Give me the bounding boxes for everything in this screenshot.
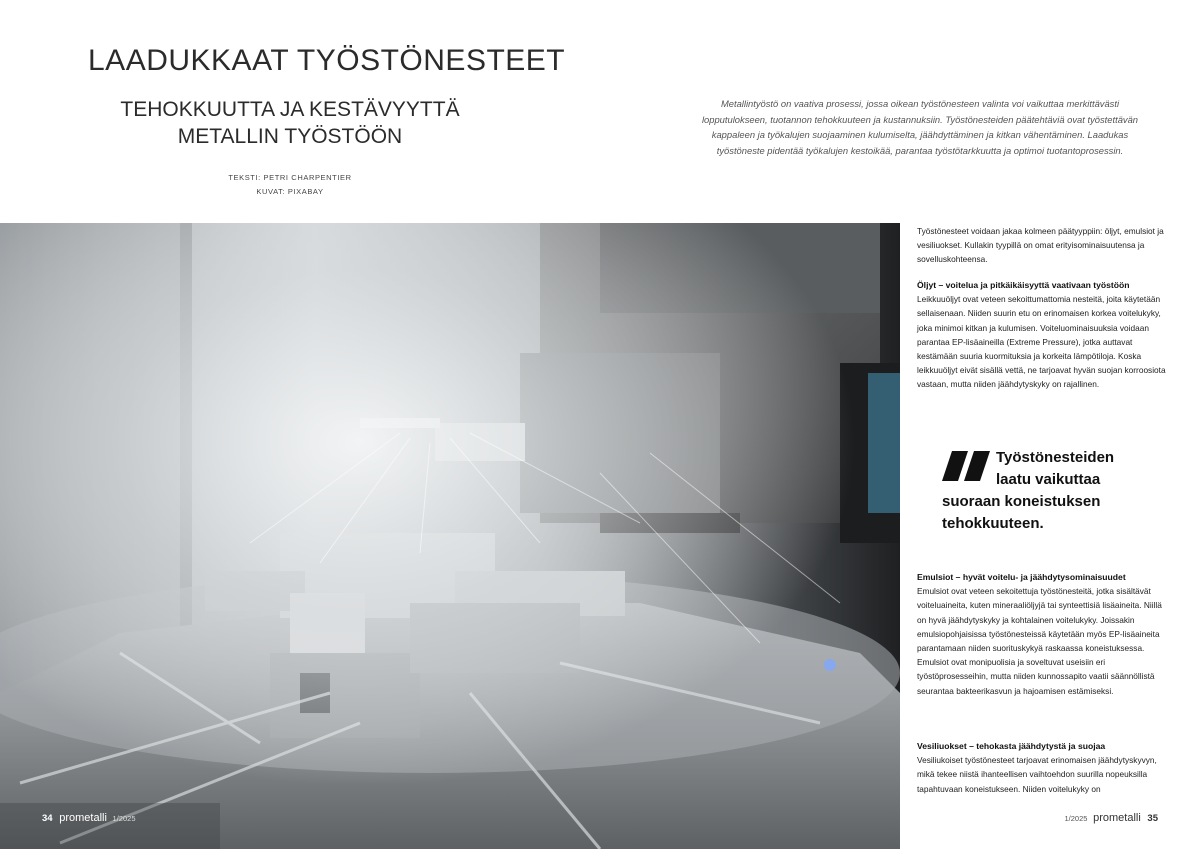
cnc-machine-coolant-spray-image bbox=[0, 223, 900, 849]
body-intro bbox=[917, 224, 1167, 267]
folio-left bbox=[42, 812, 136, 824]
section-heading: Öljyt – voitelua ja pitkäikäisyyttä vaativaan työstöön bbox=[917, 280, 1130, 290]
article-subtitle bbox=[110, 96, 470, 150]
article-title: LAADUKKAAT TYÖSTÖNESTEET bbox=[88, 44, 566, 77]
subtitle-line: TEHOKKUUTTA JA KESTÄVYYTTÄ bbox=[120, 98, 460, 121]
pull-quote bbox=[942, 447, 1142, 535]
magazine-name: prometalli bbox=[59, 812, 107, 824]
credit-text: TEKSTI: PETRI CHARPENTIER bbox=[228, 173, 352, 182]
magazine-name: prometalli bbox=[1093, 812, 1141, 824]
issue-number: 1/2025 bbox=[1064, 814, 1088, 823]
issue-number: 1/2025 bbox=[112, 814, 136, 823]
section-body: Vesiliukoiset työstönesteet tarjoavat erinomaisen jäähdytyskyvyn, mikä tekee niistä ihanteellisen vaihtoehdon suurilla nopeuksilla tapahtuvaan koneistukseen. Niiden voitelukyky on bbox=[917, 755, 1157, 794]
folio-right bbox=[1065, 812, 1159, 824]
intro-paragraph: Työstönesteet voidaan jakaa kolmeen päätyyppiin: öljyt, emulsiot ja vesiliuokset. Kullakin tyypillä on omat erityisominaisuutensa ja sovelluskohteensa. bbox=[917, 226, 1164, 265]
section-water-solutions bbox=[917, 740, 1167, 796]
page-number-right: 35 bbox=[1147, 813, 1158, 824]
subtitle-line: METALLIN TYÖSTÖÖN bbox=[177, 125, 403, 148]
page-number-left: 34 bbox=[42, 813, 53, 824]
section-heading: Emulsiot – hyvät voitelu- ja jäähdytysominaisuudet bbox=[917, 572, 1126, 582]
section-emulsions bbox=[917, 571, 1167, 698]
section-oils bbox=[917, 279, 1167, 392]
section-body: Leikkuuöljyt ovat veteen sekoittumattomia nesteitä, joita käytetään sellaisenaan. Niiden suurin etu on erinomaisen korkea voitelukyky, joka minimoi kitkan ja kulumisen. Voiteluominaisuuksia voidaan parantaa EP-lisäaineilla (Extreme Pressure), jotka auttavat kestämään suuria kuormituksia ja korkeita lämpötiloja. Koska leikkuuöljyt eivät sisällä vettä, ne tarjoavat hyvän suojan korroosiota vastaan, mutta niiden jäähdytyskyky on rajallinen. bbox=[917, 294, 1166, 390]
quote-line: laatu vaikuttaa bbox=[996, 471, 1101, 488]
quote-mark-icon bbox=[942, 451, 994, 481]
section-body: Emulsiot ovat veteen sekoitettuja työstönesteitä, jotka sisältävät voiteluaineita, kuten mineraaliöljyjä tai synteettisiä lisäaineita. Niillä on hyvä jäähdytyskyky ja kohtalainen voitelukyky. Joissakin emulsiopohjaisissa työstönesteissä käytetään myös EP-lisäaineita parantamaan niiden suorituskykyä raskaassa koneistuksessa. Emulsiot ovat monipuolisia ja soveltuvat useisiin eri työstöprosesseihin, mutta niiden kunnossapito vaatii säännöllistä seurantaa bakteerikasvun ja hajoamisen estämiseksi. bbox=[917, 586, 1162, 696]
article-credits bbox=[190, 171, 390, 199]
lead-paragraph: Metallintyöstö on vaativa prosessi, jossa oikean työstönesteen valinta voi vaikuttaa merkittävästi lopputulokseen, tuotannon tehokkuuteen ja kustannuksiin. Työstönesteiden päätehtäviä ovat työstettävän kappaleen ja työkalujen suojaaminen kulumiselta, jäähdyttäminen ja kitkan vähentäminen. Laadukas työstöneste pidentää työkalujen kestoikää, parantaa työstötarkkuutta ja optimoi tuotantoprosessin. bbox=[701, 98, 1139, 156]
credit-photos: KUVAT: PIXABAY bbox=[256, 187, 324, 196]
quote-line: suoraan koneistuksen bbox=[942, 493, 1101, 510]
quote-line: Työstönesteiden bbox=[996, 449, 1115, 466]
quote-line: tehokkuuteen. bbox=[942, 515, 1044, 532]
section-heading: Vesiliuokset – tehokasta jäähdytystä ja suojaa bbox=[917, 741, 1106, 751]
photo-cnc-machine bbox=[0, 223, 900, 849]
